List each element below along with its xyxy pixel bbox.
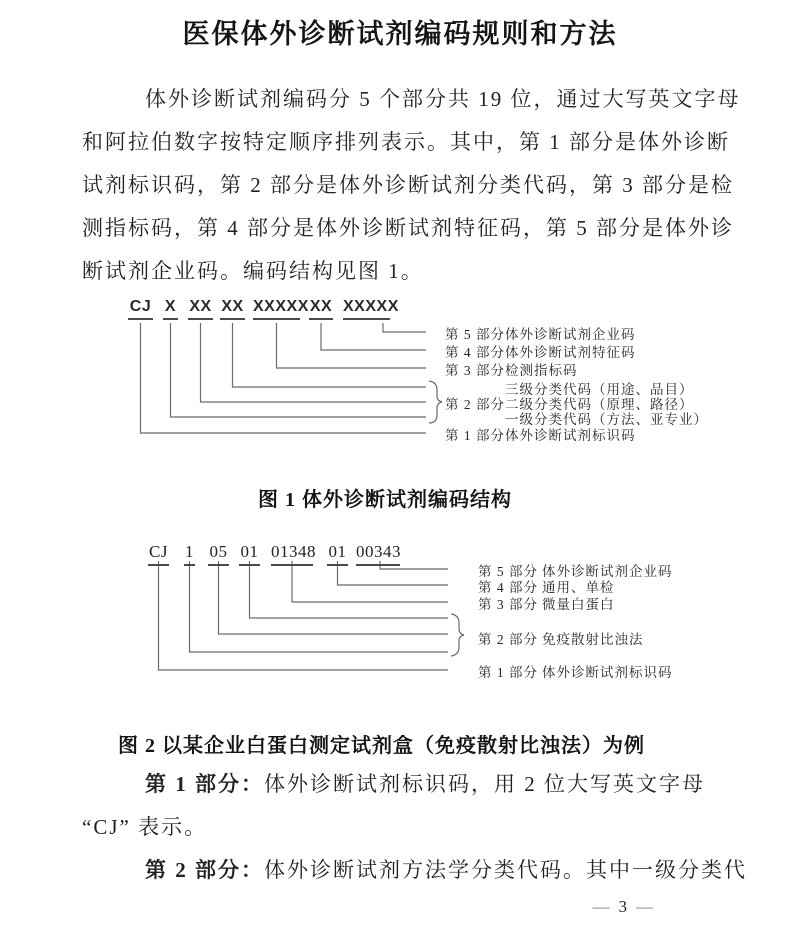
fig1-part4-desc: 体外诊断试剂特征码 xyxy=(505,345,636,360)
part2-brace xyxy=(451,614,464,656)
page-number-dash-left: — xyxy=(592,897,610,916)
fig2-part4-desc: 通用、单检 xyxy=(542,580,615,595)
fig2-part2-name: 第 2 部分 xyxy=(478,632,538,647)
fig1-part1-name: 第 1 部分 xyxy=(445,428,505,443)
fig2-code-segment-4: 01 xyxy=(239,542,260,566)
fig1-level1-desc: 一级分类代码（方法、亚专业） xyxy=(505,412,708,427)
parts-description-paragraph xyxy=(82,763,747,892)
figure2-example-diagram xyxy=(0,540,800,688)
paragraph-line: 测指标码，第 4 部分是体外诊断试剂特征码，第 5 部分是体外诊 xyxy=(82,216,734,240)
fig1-part3-desc: 检测指标码 xyxy=(505,363,578,378)
paragraph-line: 体外诊断试剂编码分 5 个部分共 19 位，通过大写英文字母 xyxy=(145,87,741,111)
fig2-code-segment-6: 01 xyxy=(327,542,348,566)
fig2-part4-name: 第 4 部分 xyxy=(478,580,538,595)
fig2-part3-desc: 微量白蛋白 xyxy=(542,597,615,612)
fig1-code-segment-7: XXXXX xyxy=(343,298,390,320)
part1-text: 体外诊断试剂标识码，用 2 位大写英文字母 xyxy=(264,772,705,796)
fig2-code-segment-5: 01348 xyxy=(271,542,313,566)
fig1-code-segment-3: XX xyxy=(188,298,213,320)
part2-text: 体外诊断试剂方法学分类代码。其中一级分类代 xyxy=(264,858,747,882)
intro-paragraph xyxy=(82,78,741,293)
paragraph-line xyxy=(82,763,747,806)
fig1-code-segment-5: XXXXX xyxy=(253,298,300,320)
paragraph-line: 试剂标识码，第 2 部分是体外诊断试剂分类代码，第 3 部分是检 xyxy=(82,173,734,197)
fig1-level3-desc: 三级分类代码（用途、品目） xyxy=(505,382,694,397)
paragraph-line: “CJ” 表示。 xyxy=(82,815,208,839)
paragraph-line xyxy=(82,849,747,892)
fig1-code-segment-4: XX xyxy=(220,298,245,320)
fig2-part5-desc: 体外诊断试剂企业码 xyxy=(542,564,673,579)
part2-heading: 第 2 部分： xyxy=(145,858,264,882)
fig1-part1-desc: 体外诊断试剂标识码 xyxy=(505,428,636,443)
part2-brace xyxy=(429,381,442,423)
fig1-code-segment-6: XX xyxy=(309,298,333,320)
page-number xyxy=(584,897,663,917)
fig2-label-part3 xyxy=(478,593,615,613)
fig1-label-part4 xyxy=(445,341,636,361)
fig2-code-segment-7: 00343 xyxy=(356,542,400,566)
fig1-part3-name: 第 3 部分 xyxy=(445,363,505,378)
fig1-label-part5 xyxy=(445,323,636,343)
paragraph-line: 断试剂企业码。编码结构见图 1。 xyxy=(82,259,424,283)
page-title: 医保体外诊断试剂编码规则和方法 xyxy=(182,19,618,49)
fig2-part2-desc: 免疫散射比浊法 xyxy=(542,632,644,647)
part1-heading: 第 1 部分： xyxy=(145,772,264,796)
fig1-code-segment-1: CJ xyxy=(128,298,153,320)
page-number-dash-right: — xyxy=(636,897,653,916)
figure2-connector-lines xyxy=(0,540,800,688)
fig2-label-part2 xyxy=(478,628,644,648)
fig1-part2-name: 第 2 部分 xyxy=(445,397,505,412)
fig2-part5-name: 第 5 部分 xyxy=(478,564,538,579)
fig1-part2-desc: 二级分类代码（原理、路径） xyxy=(505,397,694,412)
fig1-part5-name: 第 5 部分 xyxy=(445,327,505,342)
figure2-caption: 图 2 以某企业白蛋白测定试剂盒（免疫散射比浊法）为例 xyxy=(118,735,645,757)
fig2-part1-name: 第 1 部分 xyxy=(478,665,538,680)
fig2-code-segment-3: 05 xyxy=(208,542,229,566)
figure1-code-structure-diagram xyxy=(0,296,800,458)
paragraph-line: 和阿拉伯数字按特定顺序排列表示。其中，第 1 部分是体外诊断 xyxy=(82,130,730,154)
fig1-part4-name: 第 4 部分 xyxy=(445,345,505,360)
fig1-code-segment-2: X xyxy=(163,298,178,320)
fig1-label-part1 xyxy=(445,424,636,444)
fig1-part5-desc: 体外诊断试剂企业码 xyxy=(505,327,636,342)
figure1-connector-lines xyxy=(0,296,800,458)
figure1-caption: 图 1 体外诊断试剂编码结构 xyxy=(258,489,512,511)
fig2-code-segment-2: 1 xyxy=(184,542,195,566)
fig1-label-part3 xyxy=(445,359,578,379)
fig2-part3-name: 第 3 部分 xyxy=(478,597,538,612)
fig2-code-segment-1: CJ xyxy=(148,542,169,566)
page-number-value: 3 xyxy=(618,897,627,916)
fig2-part1-desc: 体外诊断试剂标识码 xyxy=(542,665,673,680)
fig2-label-part1 xyxy=(478,661,673,681)
